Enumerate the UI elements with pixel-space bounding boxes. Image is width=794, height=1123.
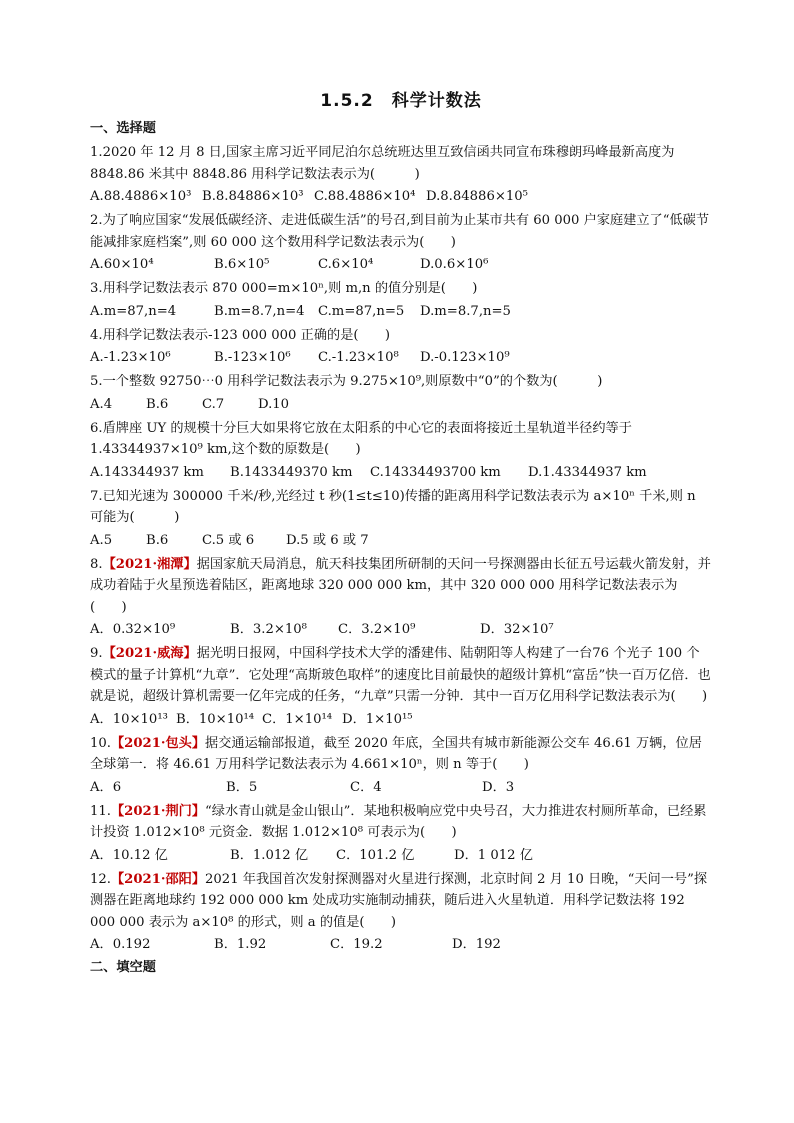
options-12	[90, 934, 712, 956]
source-tag: 【2021·威海】	[102, 646, 197, 661]
question-6: 6.盾牌座 UY 的规模十分巨大如果将它放在太阳系的中心它的表面将接近土星轨道半径约等于 1.43344937×10⁹ km,这个数的原数是( )	[90, 420, 632, 457]
options-9	[90, 709, 712, 731]
section-heading-fill: 二、填空题	[90, 960, 156, 975]
options-10	[90, 777, 712, 799]
question-12	[90, 869, 712, 934]
question-2: 2.为了响应国家“发展低碳经济、走进低碳生活”的号召,到目前为止某市共有 60 000 户家庭建立了“低碳节能减排家庭档案”,则 60 000 这个数用科学记数法表示为( )	[90, 213, 710, 250]
question-4: 4.用科学记数法表示-123 000 000 正确的是( )	[90, 327, 391, 343]
options-1	[90, 186, 712, 208]
option-c: C．3.2×10⁹	[338, 622, 416, 637]
option-a: A.5	[90, 532, 113, 548]
option-a: A．0.32×10⁹	[90, 622, 176, 637]
page-title: 1.5.2 科学计数法	[320, 91, 482, 111]
options-3	[90, 301, 712, 323]
option-b: B.6	[146, 532, 169, 548]
document-page	[90, 86, 712, 981]
option-b: B．1.92	[214, 937, 267, 952]
option-d: D．3	[482, 779, 515, 795]
question-10	[90, 733, 712, 776]
question-3: 3.用科学记数法表示 870 000=m×10ⁿ,则 m,n 的值分别是( )	[90, 281, 478, 296]
option-a: A．10×10¹³	[90, 711, 168, 727]
option-b: B．10×10¹⁴	[176, 711, 255, 727]
question-8	[90, 554, 712, 619]
option-b: B.6	[146, 396, 169, 412]
question-7: 7.已知光速为 300000 千米/秒,光经过 t 秒(1≤t≤10)传播的距离用科学记数法表示为 a×10ⁿ 千米,则 n 可能为( )	[90, 488, 696, 525]
options-4	[90, 347, 712, 369]
option-d: D．192	[452, 937, 501, 952]
section-heading-choice: 一、选择题	[90, 121, 156, 136]
option-d: D．1 012 亿	[454, 847, 533, 863]
option-b: B.-123×10⁶	[214, 350, 291, 365]
source-tag: 【2021·湘潭】	[102, 556, 197, 572]
option-c: C.88.4886×10⁴	[314, 189, 416, 204]
option-b: B.8.84886×10³	[202, 189, 304, 204]
option-c: C.-1.23×10⁸	[318, 350, 399, 365]
options-6	[90, 462, 712, 484]
option-c: C．4	[350, 779, 382, 795]
option-a: A.88.4886×10³	[90, 189, 192, 204]
option-d: D.-0.123×10⁹	[420, 350, 510, 365]
option-b: B．3.2×10⁸	[230, 622, 307, 637]
question-number: 11.	[90, 803, 111, 819]
question-9	[90, 643, 712, 708]
option-d: D.0.6×10⁶	[420, 257, 489, 272]
option-a: A.60×10⁴	[90, 257, 154, 272]
option-c: C.m=87,n=5	[318, 303, 405, 319]
option-b: B．5	[226, 779, 258, 795]
question-number: 9.	[90, 646, 103, 661]
question-5: 5.一个整数 92750⋯0 用科学记数法表示为 9.275×10⁹,则原数中“0”的个数为( )	[90, 374, 603, 389]
option-c: C.6×10⁴	[318, 257, 374, 272]
option-a: A.143344937 km	[90, 464, 204, 480]
option-d: D．1×10¹⁵	[342, 711, 413, 727]
option-a: A．6	[90, 779, 122, 795]
option-b: B.m=8.7,n=4	[214, 303, 305, 319]
question-text: “绿水青山就是金山银山”．某地积极响应党中央号召，大力推进农村厕所革命，已经累计投资 1.012×10⁸ 元资金．数据 1.012×10⁸ 可表示为( )	[90, 803, 707, 840]
question-1: 1.2020 年 12 月 8 日,国家主席习近平同尼泊尔总统班达里互致信函共同宣布珠穆朗玛峰最新高度为 8848.86 米其中 8848.86 用科学记数法表示为( )	[90, 145, 675, 182]
option-a: A．10.12 亿	[90, 847, 168, 863]
source-tag: 【2021·荆门】	[110, 803, 206, 819]
question-number: 12.	[90, 871, 111, 887]
option-d: D．32×10⁷	[480, 622, 554, 637]
source-tag: 【2021·邵阳】	[110, 871, 206, 887]
options-11	[90, 845, 712, 867]
options-2	[90, 254, 712, 276]
option-b: B.6×10⁵	[214, 257, 270, 272]
option-d: D.8.84886×10⁵	[426, 189, 528, 204]
question-number: 10.	[90, 735, 111, 751]
option-b: B.1433449370 km	[230, 464, 353, 480]
option-d: D.10	[258, 396, 290, 412]
option-b: B．1.012 亿	[230, 847, 309, 863]
source-tag: 【2021·包头】	[110, 735, 206, 751]
option-c: C．101.2 亿	[336, 847, 415, 863]
question-number: 8.	[90, 556, 103, 572]
question-11	[90, 801, 712, 844]
option-a: A．0.192	[90, 937, 151, 952]
options-7	[90, 530, 712, 552]
question-text: 据光明日报网，中国科学技术大学的潘建伟、陆朝阳等人构建了一台76 个光子 100 个模式的量子计算机“九章”．它处理“高斯玻色取样”的速度比目前最快的超级计算机“富岳”快一百万亿倍．也就是说，超级计算机需要一亿年完成的任务，“九章”只需一分钟．其中一百万亿用科学记数法表示为( )	[90, 646, 711, 704]
options-5	[90, 394, 712, 416]
option-d: D.m=8.7,n=5	[420, 303, 511, 319]
option-a: A.4	[90, 396, 113, 412]
option-a: A.m=87,n=4	[90, 303, 177, 319]
option-d: D.5 或 6 或 7	[286, 532, 369, 548]
option-c: C．1×10¹⁴	[262, 711, 333, 727]
question-text: 据国家航天局消息，航天科技集团所研制的天问一号探测器由长征五号运载火箭发射，并成功着陆于火星预选着陆区，距离地球 320 000 000 km，其中 320 000 000 用科学记数法表示为( )	[90, 556, 711, 615]
option-a: A.-1.23×10⁶	[90, 350, 171, 365]
option-c: C.14334493700 km	[370, 464, 501, 480]
option-d: D.1.43344937 km	[528, 464, 647, 480]
question-text: 2021 年我国首次发射探测器对火星进行探测，北京时间 2 月 10 日晚，“天问一号”探测器在距离地球约 192 000 000 km 处成功实施制动捕获，随后进入火星轨道．用科学记数法将 192 000 000 表示为 a×10⁸ 的形式，则 a 的值是( )	[90, 871, 708, 930]
option-c: C．19.2	[330, 937, 383, 952]
question-text: 据交通运输部报道，截至 2020 年底，全国共有城市新能源公交车 46.61 万辆，位居全球第一．将 46.61 万用科学记数法表示为 4.661×10ⁿ，则 n 等于( )	[90, 735, 702, 772]
options-8	[90, 619, 712, 641]
option-c: C.7	[202, 396, 225, 412]
option-c: C.5 或 6	[202, 532, 255, 548]
